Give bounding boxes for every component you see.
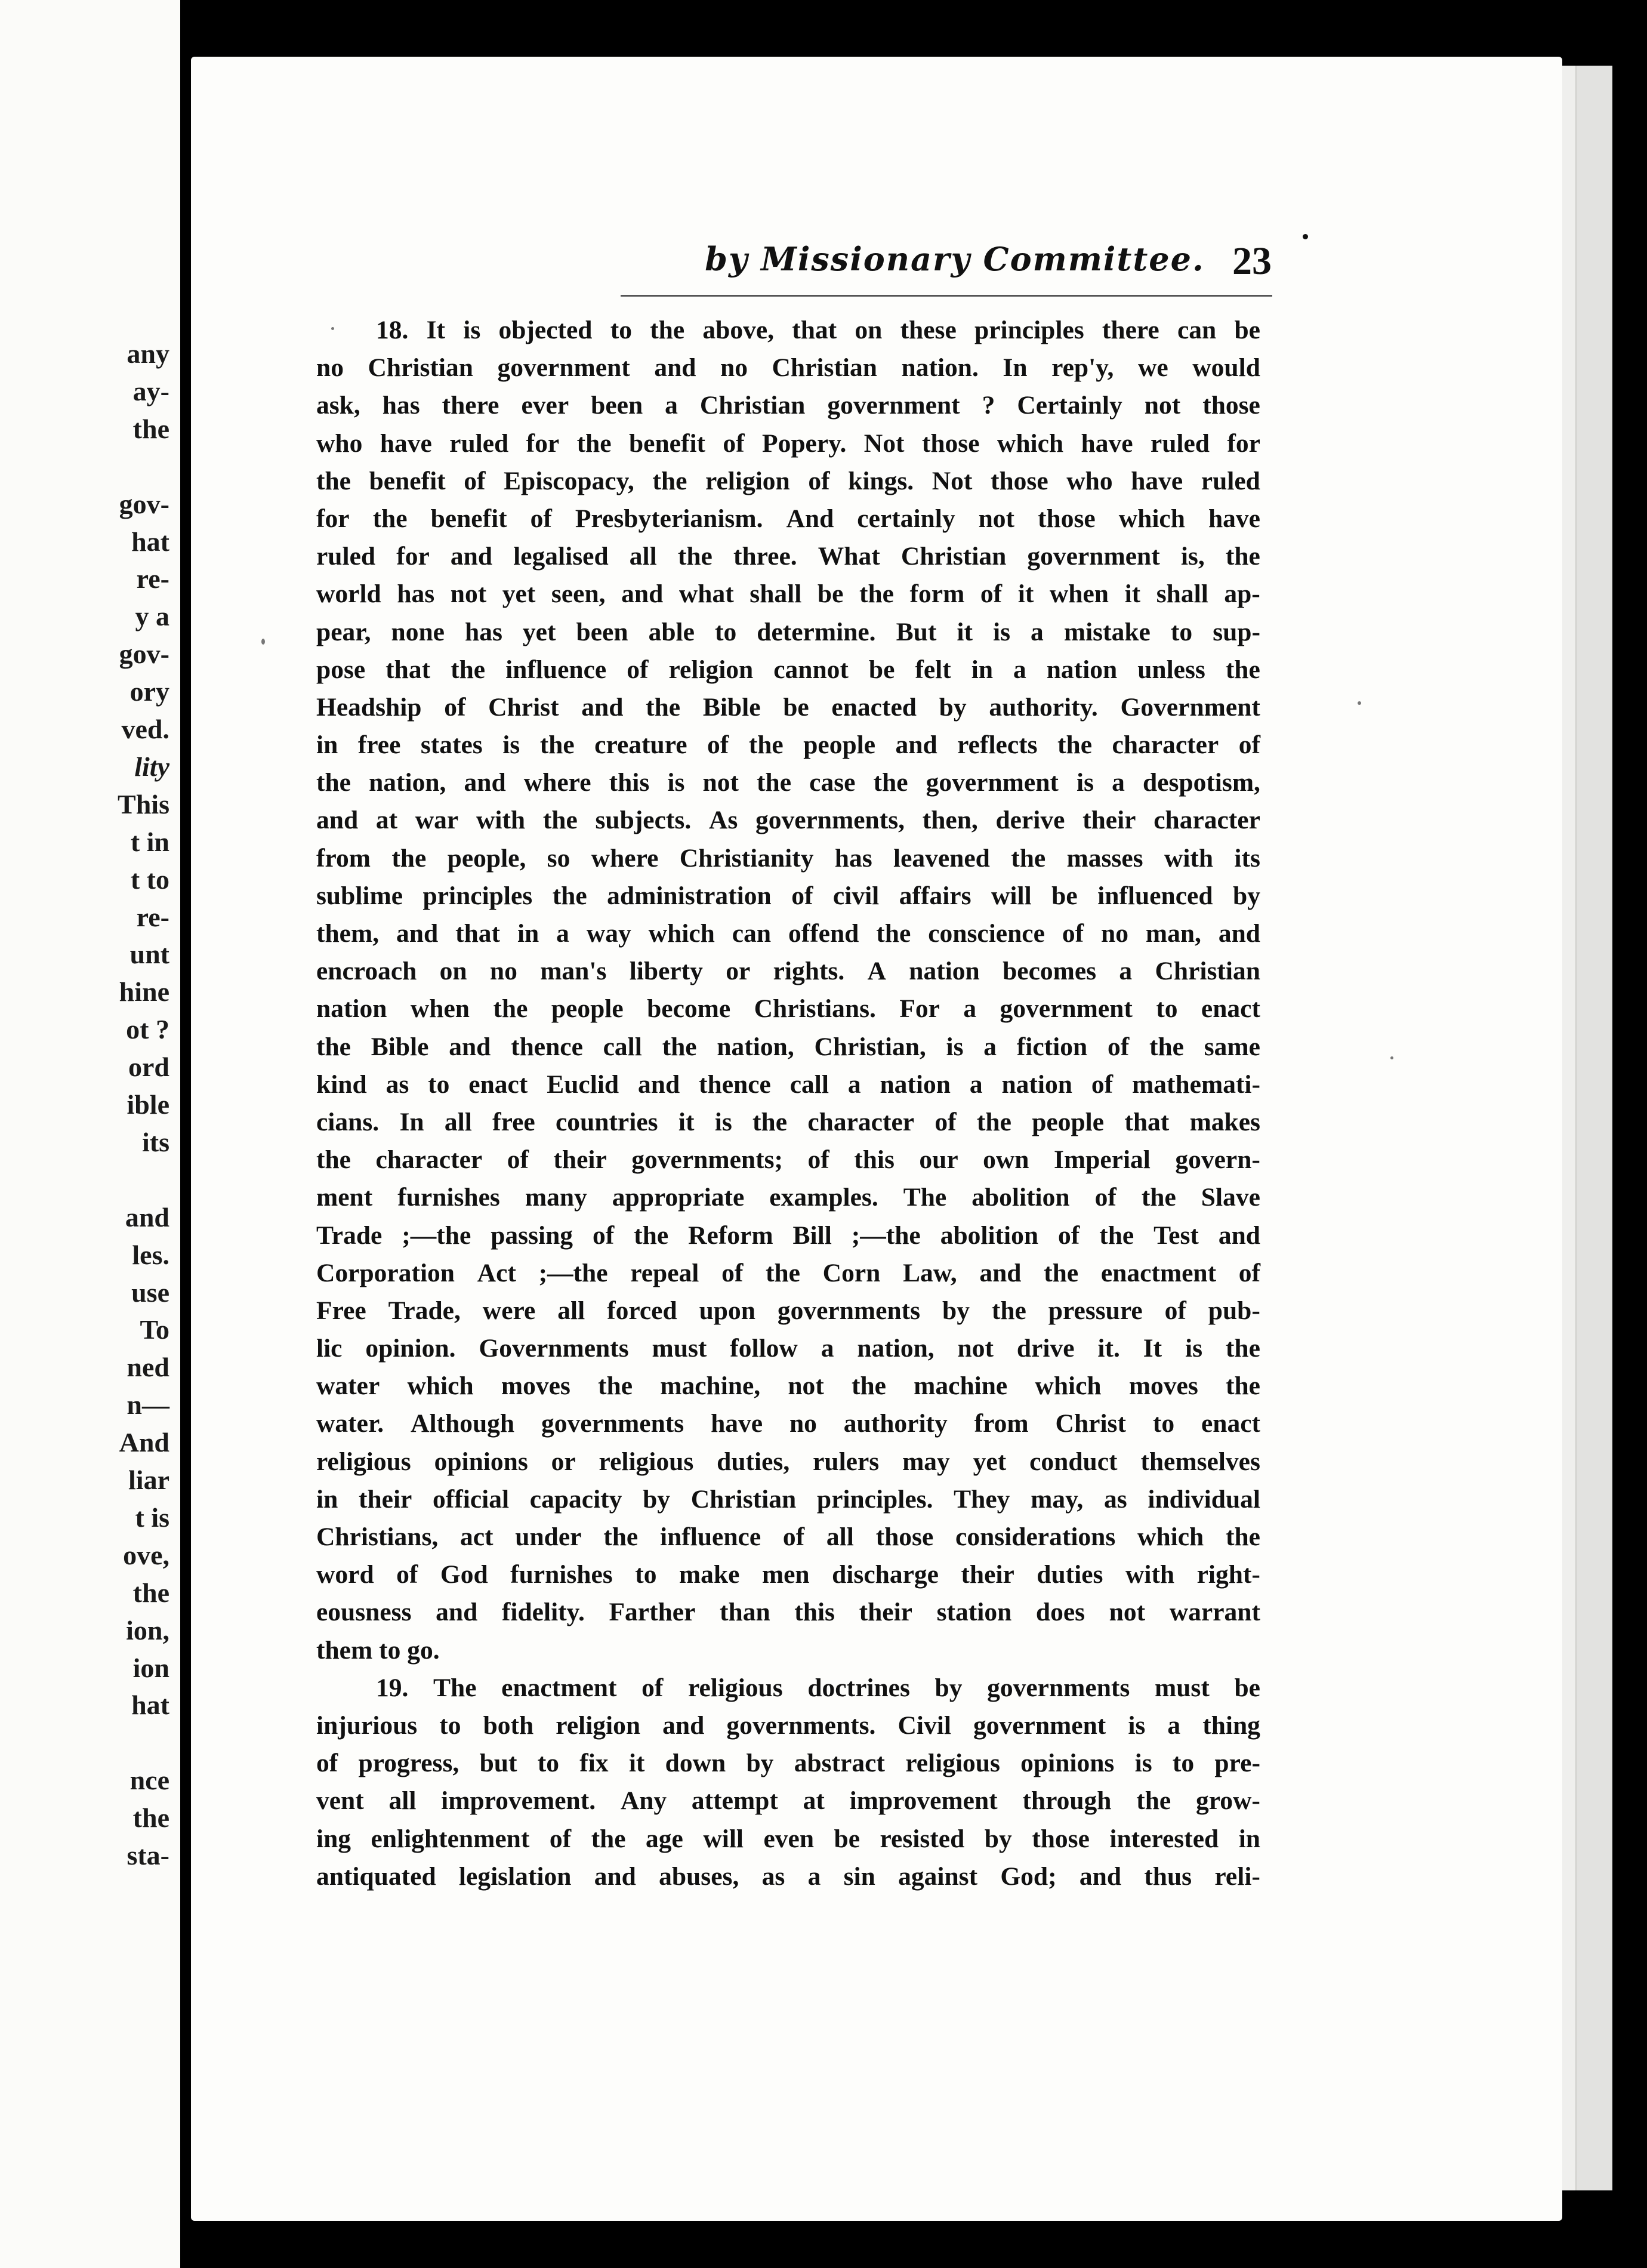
- left-page-fragment: re-: [136, 563, 169, 594]
- left-page-fragment: ove,: [123, 1539, 169, 1570]
- text-line: religious opinions or religious duties, rulers may yet conduct themselves: [316, 1447, 1260, 1476]
- text-line: in free states is the creature of the people and reflects the character of: [316, 731, 1260, 760]
- text-line: and at war with the subjects. As governments, then, derive their character: [316, 806, 1260, 835]
- left-page-fragment: unt: [129, 939, 169, 970]
- left-page-fragment: any: [127, 338, 169, 369]
- left-page-fragment: ory: [129, 676, 169, 707]
- text-line: nation when the people become Christians. For a government to enact: [316, 994, 1260, 1024]
- left-page-fragment: n—: [127, 1389, 169, 1420]
- left-page-fragment: the: [132, 1577, 169, 1608]
- text-line: injurious to both religion and governments. Civil government is a thing: [316, 1711, 1260, 1740]
- left-page-fragment: sta-: [127, 1840, 169, 1871]
- running-head: by Missionary Committee.: [705, 240, 1205, 278]
- text-line: Corporation Act ;—the repeal of the Corn Law, and the enactment of: [316, 1258, 1260, 1287]
- text-line: ing enlightenment of the age will even be resisted by those interested in: [316, 1824, 1260, 1853]
- text-line: sublime principles the administration of civil affairs will be influenced by: [316, 881, 1260, 910]
- left-page-fragment: And: [119, 1427, 169, 1458]
- left-page-fragment: ion: [132, 1652, 169, 1683]
- left-page-fragment: ned: [127, 1352, 169, 1383]
- text-line: them, and that in a way which can offend the conscience of no man, and: [316, 919, 1260, 948]
- left-page-fragment: hine: [119, 976, 169, 1007]
- body-text: [316, 312, 1260, 1896]
- text-line: pear, none has yet been able to determine. But it is a mistake to sup-: [316, 617, 1260, 646]
- left-page-fragment: This: [118, 788, 169, 819]
- text-line: antiquated legislation and abuses, as a sin against God; and thus reli-: [316, 1862, 1260, 1891]
- text-line: Trade ;—the passing of the Reform Bill ;—the abolition of the Test and: [316, 1221, 1260, 1250]
- left-page-fragment: To: [140, 1314, 169, 1345]
- header-rule: [621, 295, 1272, 297]
- text-line: pose that the influence of religion cannot be felt in a nation unless the: [316, 655, 1260, 684]
- text-line: Christians, act under the influence of all those considerations which the: [316, 1523, 1260, 1551]
- text-line: kind as to enact Euclid and thence call a nation a nation of mathemati-: [316, 1070, 1260, 1099]
- text-line: the benefit of Episcopacy, the religion of kings. Not those who have ruled: [316, 466, 1260, 495]
- text-line: ruled for and legalised all the three. What Christian government is, the: [316, 542, 1260, 571]
- left-page-fragment: t to: [130, 864, 169, 895]
- text-line: Headship of Christ and the Bible be enacted by authority. Government: [316, 692, 1260, 722]
- left-page-fragment: ved.: [121, 714, 169, 744]
- text-line: 19. The enactment of religious doctrines by governments must be: [376, 1673, 1260, 1702]
- text-line: word of God furnishes to make men discharge their duties with right-: [316, 1560, 1260, 1589]
- text-line: ment furnishes many appropriate examples. The abolition of the Slave: [316, 1183, 1260, 1212]
- left-page-fragment: the: [132, 1802, 169, 1833]
- text-line: water which moves the machine, not the machine which moves the: [316, 1372, 1260, 1401]
- text-line: in their official capacity by Christian principles. They may, as individual: [316, 1484, 1260, 1514]
- left-page-fragment: lity: [134, 751, 169, 782]
- left-page-fragment: ion,: [126, 1614, 169, 1645]
- left-page-fragment: t is: [135, 1502, 169, 1533]
- left-page-fragment: nce: [129, 1765, 169, 1796]
- ink-speck: [331, 327, 334, 330]
- text-line: vent all improvement. Any attempt at improvement through the grow-: [316, 1786, 1260, 1816]
- text-line: the character of their governments; of this our own Imperial govern-: [316, 1145, 1260, 1175]
- text-line: world has not yet seen, and what shall be the form of it when it shall ap-: [316, 580, 1260, 609]
- left-page-fragment: ot ?: [126, 1014, 169, 1045]
- left-page-fragment: gov-: [119, 639, 169, 670]
- left-page-fragment: use: [131, 1277, 169, 1308]
- left-page-fragment: re-: [136, 901, 169, 932]
- text-line: of progress, but to fix it down by abstract religious opinions is to pre-: [316, 1749, 1260, 1778]
- left-page-fragment: ay-: [132, 375, 169, 406]
- text-line: encroach on no man's liberty or rights. A nation becomes a Christian: [316, 957, 1260, 986]
- page-number: 23: [1232, 239, 1272, 283]
- text-line: no Christian government and no Christian nation. In rep'y, we would: [316, 353, 1260, 383]
- left-page-fragment: y a: [135, 601, 169, 632]
- left-page-fragment: its: [142, 1126, 169, 1157]
- text-line: the Bible and thence call the nation, Christian, is a fiction of the same: [316, 1032, 1260, 1061]
- text-line: 18. It is objected to the above, that on these principles there can be: [376, 316, 1260, 344]
- text-line: cians. In all free countries it is the character of the people that makes: [316, 1107, 1260, 1136]
- text-line: water. Although governments have no authority from Christ to enact: [316, 1409, 1260, 1438]
- text-line: for the benefit of Presbyterianism. And certainly not those which have: [316, 504, 1260, 533]
- left-page-fragment: gov-: [119, 488, 169, 519]
- left-page-fragment: les.: [132, 1239, 169, 1270]
- left-page-fragment: ible: [127, 1089, 169, 1120]
- ink-dot: [1303, 234, 1308, 239]
- left-page-fragment: the: [132, 413, 169, 444]
- text-line: from the people, so where Christianity has leavened the masses with its: [316, 843, 1260, 873]
- left-page-fragment: ord: [128, 1052, 169, 1083]
- left-page-fragment: hat: [131, 1690, 169, 1721]
- text-line: ask, has there ever been a Christian government ? Certainly not those: [316, 391, 1260, 420]
- left-page-fragment: liar: [128, 1465, 169, 1495]
- text-line: who have ruled for the benefit of Popery. Not those which have ruled for: [316, 429, 1260, 458]
- text-line: eousness and fidelity. Farther than this their station does not warrant: [316, 1598, 1260, 1627]
- ink-speck: [1390, 1056, 1393, 1059]
- left-page-fragment: hat: [131, 526, 169, 557]
- text-line: the nation, and where this is not the case the government is a despotism,: [316, 768, 1260, 797]
- ink-speck: [261, 639, 265, 645]
- left-page-fragment: t in: [130, 826, 169, 857]
- left-facing-page: [0, 0, 180, 2268]
- text-line: lic opinion. Governments must follow a nation, not drive it. It is the: [316, 1334, 1260, 1363]
- ink-speck: [1358, 701, 1361, 705]
- text-line: them to go.: [316, 1635, 440, 1665]
- left-page-fragment: and: [125, 1201, 169, 1232]
- text-line: Free Trade, were all forced upon governments by the pressure of pub-: [316, 1296, 1260, 1325]
